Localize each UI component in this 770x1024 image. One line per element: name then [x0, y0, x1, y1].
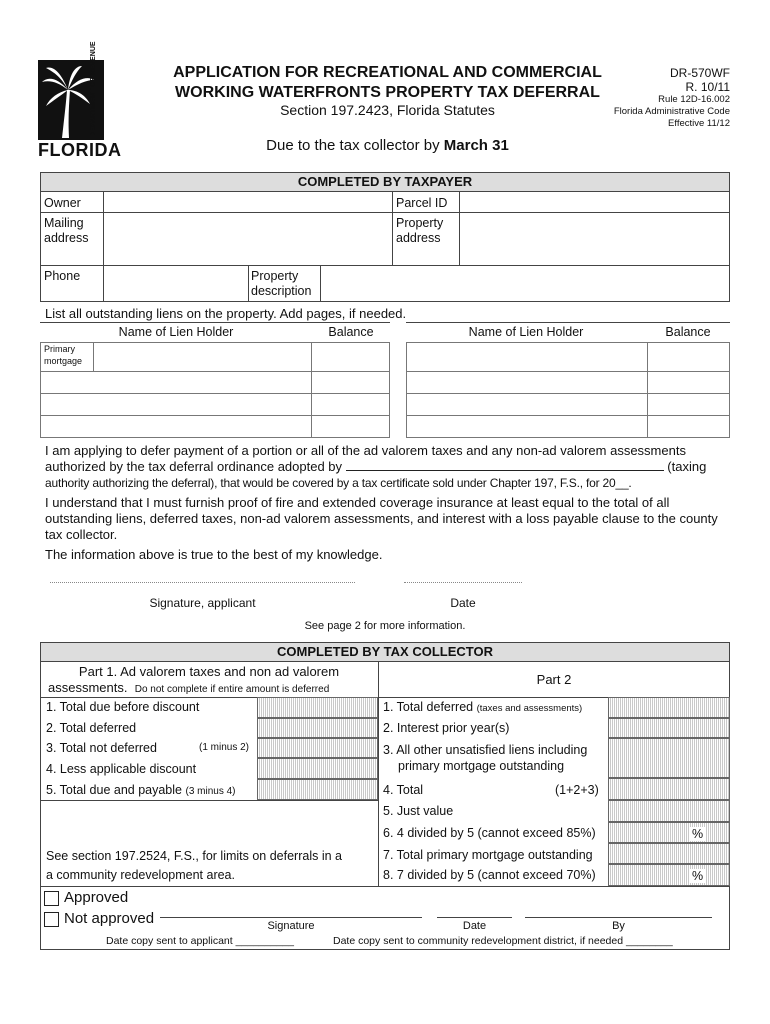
lien-holder-cell[interactable] — [407, 416, 648, 438]
lien-holder-cell[interactable] — [41, 394, 312, 416]
property-address-label: Property — [396, 216, 444, 230]
lien-balance-cell[interactable] — [648, 394, 730, 416]
p2-item-7: 7. Total primary mortgage outstanding — [383, 848, 593, 862]
revision: R. 10/11 — [685, 80, 730, 94]
percent-sign-8: % — [692, 869, 704, 883]
taxing-authority-field[interactable] — [346, 459, 664, 471]
property-description-label-2: description — [251, 284, 312, 298]
lien-balance-cell[interactable] — [648, 416, 730, 438]
p1-value-4[interactable] — [257, 758, 378, 779]
liens-table-right — [406, 342, 730, 438]
lien-holder-header-left: Name of Lien Holder — [118, 325, 234, 339]
not-approved-label: Not approved — [64, 910, 155, 927]
application-statement-line3: authority authorizing the deferral), that would be covered by a tax certificate sold under Chapter 197, F.S., for 20__. — [45, 476, 632, 490]
collector-date-line[interactable] — [437, 917, 512, 918]
due-notice — [140, 137, 635, 154]
lien-holder-cell[interactable] — [41, 372, 312, 394]
p2-value-1[interactable] — [608, 697, 730, 718]
collector-by-label: By — [612, 920, 625, 932]
p2-item-6: 6. 4 divided by 5 (cannot exceed 85%) — [383, 826, 596, 840]
lien-balance-cell[interactable] — [648, 372, 730, 394]
form-number: DR-570WF — [669, 66, 730, 80]
copy-district-field[interactable]: Date copy sent to community redevelopment district, if needed ________ — [333, 935, 673, 947]
copy-applicant-field[interactable]: Date copy sent to applicant __________ — [106, 935, 294, 947]
lien-balance-cell[interactable] — [311, 343, 390, 372]
signature-applicant-label: Signature, applicant — [149, 596, 256, 610]
collector-section-title: COMPLETED BY TAX COLLECTOR — [41, 643, 729, 662]
lien-holder-header-right: Name of Lien Holder — [468, 325, 584, 339]
owner-field[interactable] — [106, 194, 390, 210]
not-approved-checkbox[interactable] — [44, 912, 59, 927]
due-date: March 31 — [443, 137, 509, 154]
mailing-address-field[interactable] — [106, 214, 390, 263]
see-section-note: See section 197.2524, F.S., for limits on deferrals in a — [46, 849, 342, 863]
insurance-statement: I understand that I must furnish proof of fire and extended coverage insurance at least equal to the total of all outstanding liens, deferred taxes, non-ad valorem assessments, and interest with a loss payable clause to the county tax collector. — [45, 495, 718, 542]
collector-by-line[interactable] — [525, 917, 712, 918]
due-text: Due to the tax collector by — [266, 137, 444, 154]
statute-reference: Section 197.2423, Florida Statutes — [280, 102, 495, 118]
p2-value-3[interactable] — [608, 738, 730, 778]
property-address-field[interactable] — [462, 214, 728, 263]
mailing-label: Mailing — [44, 216, 84, 230]
phone-label: Phone — [44, 269, 81, 283]
lien-holder-cell[interactable] — [41, 416, 312, 438]
p1-item-3: 3. Total not deferred — [46, 741, 157, 755]
lien-balance-cell[interactable] — [311, 416, 390, 438]
p1-value-3[interactable] — [257, 738, 378, 758]
truth-statement: The information above is true to the best of my knowledge. — [45, 547, 383, 562]
lien-balance-cell[interactable] — [311, 394, 390, 416]
liens-table-left — [40, 342, 390, 438]
see-page-two: See page 2 for more information. — [304, 620, 466, 632]
p1-value-5[interactable] — [257, 779, 378, 800]
rule-number: Rule 12D-16.002 — [658, 94, 730, 105]
p1-value-2[interactable] — [257, 718, 378, 738]
p2-item-5: 5. Just value — [383, 804, 454, 818]
date-label: Date — [450, 596, 476, 610]
date-line[interactable] — [404, 582, 522, 583]
lien-holder-cell[interactable] — [407, 343, 648, 372]
part2-title: Part 2 — [536, 672, 572, 687]
p2-note-4: (1+2+3) — [555, 783, 599, 797]
florida-logo-text: FLORIDA — [38, 140, 122, 160]
department-label: DEPARTMENT OF REVENUE — [90, 41, 97, 137]
phone-field[interactable] — [106, 267, 246, 300]
application-statement-line2: authorized by the tax deferral ordinance adopted by (taxing — [45, 459, 707, 474]
p1-item-1: 1. Total due before discount — [46, 700, 200, 714]
p1-item-4: 4. Less applicable discount — [46, 762, 197, 776]
signature-line[interactable] — [50, 582, 355, 583]
liens-instructions: List all outstanding liens on the property. Add pages, if needed. — [45, 306, 407, 321]
approved-label: Approved — [64, 889, 129, 906]
p2-value-4[interactable] — [608, 778, 730, 800]
owner-label: Owner — [44, 196, 81, 210]
p2-item-3-line2: primary mortgage outstanding — [398, 759, 565, 773]
p1-note-3: (1 minus 2) — [199, 742, 250, 753]
p2-value-8[interactable] — [608, 864, 730, 886]
part1-note: Do not complete if entire amount is deferred — [134, 684, 330, 695]
lien-balance-cell[interactable] — [311, 372, 390, 394]
part1-title: Part 1. Ad valorem taxes and non ad valorem — [78, 664, 340, 679]
p2-item-8: 8. 7 divided by 5 (cannot exceed 70%) — [383, 868, 596, 882]
p2-value-2[interactable] — [608, 718, 730, 738]
part1-title-2: assessments. Do not complete if entire amount is deferred — [48, 680, 330, 695]
p2-item-4: 4. Total — [383, 783, 424, 797]
property-description-label: Property — [251, 269, 299, 283]
p2-value-6[interactable] — [608, 822, 730, 843]
parcel-id-field[interactable] — [462, 194, 728, 210]
lien-holder-cell[interactable] — [93, 343, 311, 372]
lien-balance-cell[interactable] — [648, 343, 730, 372]
collector-date-label: Date — [462, 920, 487, 932]
primary-mortgage-label: Primary mortgage — [41, 343, 94, 372]
percent-sign-6: % — [692, 827, 704, 841]
admin-code: Florida Administrative Code — [613, 106, 730, 117]
p2-item-3: 3. All other unsatisfied liens including — [383, 743, 588, 757]
lien-holder-cell[interactable] — [407, 394, 648, 416]
property-address-label-2: address — [396, 231, 441, 245]
lien-holder-cell[interactable] — [407, 372, 648, 394]
p1-item-5: 5. Total due and payable (3 minus 4) — [46, 783, 236, 797]
p2-value-5[interactable] — [608, 800, 730, 822]
collector-signature-line[interactable] — [160, 917, 422, 918]
p2-item-1: 1. Total deferred (taxes and assessments) — [383, 700, 583, 714]
approved-checkbox[interactable] — [44, 891, 59, 906]
balance-header-left: Balance — [328, 325, 374, 339]
p2-item-2: 2. Interest prior year(s) — [383, 721, 510, 735]
taxpayer-section-title: COMPLETED BY TAXPAYER — [41, 173, 729, 192]
effective-date: Effective 11/12 — [668, 118, 730, 129]
application-statement-line1: I am applying to defer payment of a portion or all of the ad valorem taxes and any non-ad valorem assessments — [45, 443, 686, 458]
form-title-line1: APPLICATION FOR RECREATIONAL AND COMMERCIAL — [173, 64, 602, 81]
collector-signature-label: Signature — [267, 920, 315, 932]
p2-value-7[interactable] — [608, 843, 730, 864]
mailing-label-2: address — [44, 231, 89, 245]
balance-header-right: Balance — [665, 325, 711, 339]
property-description-field[interactable] — [323, 267, 728, 300]
p1-item-2: 2. Total deferred — [46, 721, 137, 735]
see-section-note-2: a community redevelopment area. — [46, 868, 235, 882]
p1-value-1[interactable] — [257, 697, 378, 718]
form-title-line2: WORKING WATERFRONTS PROPERTY TAX DEFERRAL — [175, 84, 600, 101]
parcel-id-label: Parcel ID — [396, 196, 448, 210]
